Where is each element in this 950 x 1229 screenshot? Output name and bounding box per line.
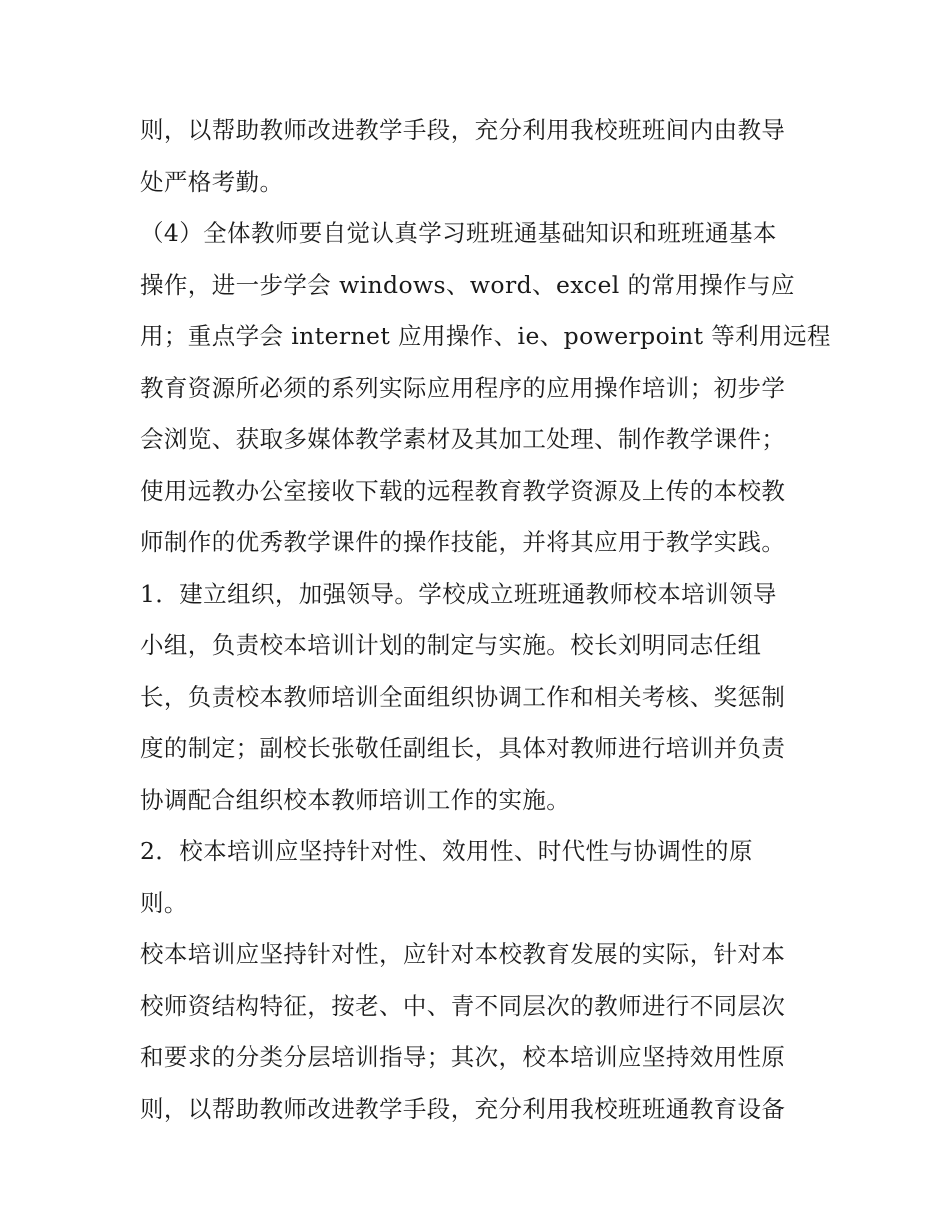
text-line: 师制作的优秀教学课件的操作技能，并将其应用于教学实践。 xyxy=(140,528,786,556)
text-line: （4）全体教师要自觉认真学习班班通基础知识和班班通基本 xyxy=(140,219,777,247)
text-line: 则。 xyxy=(140,888,188,917)
text-line: 长，负责校本教师培训全面组织协调工作和相关考核、奖惩制 xyxy=(140,682,786,711)
text-line: 1．建立组织，加强领导。学校成立班班通教师校本培训领导 xyxy=(140,579,777,608)
text-line: 操作，进一步学会 windows、word、excel 的常用操作与应 xyxy=(140,270,795,299)
text-line: 则，以帮助教师改进教学手段，充分利用我校班班间内由教导 xyxy=(140,116,786,144)
text-line: 小组，负责校本培训计划的制定与实施。校长刘明同志任组 xyxy=(140,631,762,659)
text-line: 校师资结构特征，按老、中、青不同层次的教师进行不同层次 xyxy=(140,991,786,1020)
text-line: 则，以帮助教师改进教学手段，充分利用我校班班通教育设备 xyxy=(140,1094,786,1123)
text-line: 协调配合组织校本教师培训工作的实施。 xyxy=(140,785,571,814)
text-line: 会浏览、获取多媒体教学素材及其加工处理、制作教学课件； xyxy=(140,425,786,453)
text-line: 处严格考勤。 xyxy=(140,167,284,196)
text-line: 度的制定；副校长张敬任副组长，具体对教师进行培训并负责 xyxy=(140,734,786,762)
text-line: 和要求的分类分层培训指导；其次，校本培训应坚持效用性原 xyxy=(140,1043,786,1071)
text-line: 教育资源所必须的系列实际应用程序的应用操作培训；初步学 xyxy=(140,373,786,402)
text-line: 使用远教办公室接收下载的远程教育教学资源及上传的本校教 xyxy=(140,476,786,505)
text-line: 用；重点学会 internet 应用操作、ie、powerpoint 等利用远程 xyxy=(140,322,831,350)
body-text xyxy=(140,105,831,1135)
text-line: 校本培训应坚持针对性，应针对本校教育发展的实际，针对本 xyxy=(140,940,786,968)
text-line: 2．校本培训应坚持针对性、效用性、时代性与协调性的原 xyxy=(140,837,753,865)
